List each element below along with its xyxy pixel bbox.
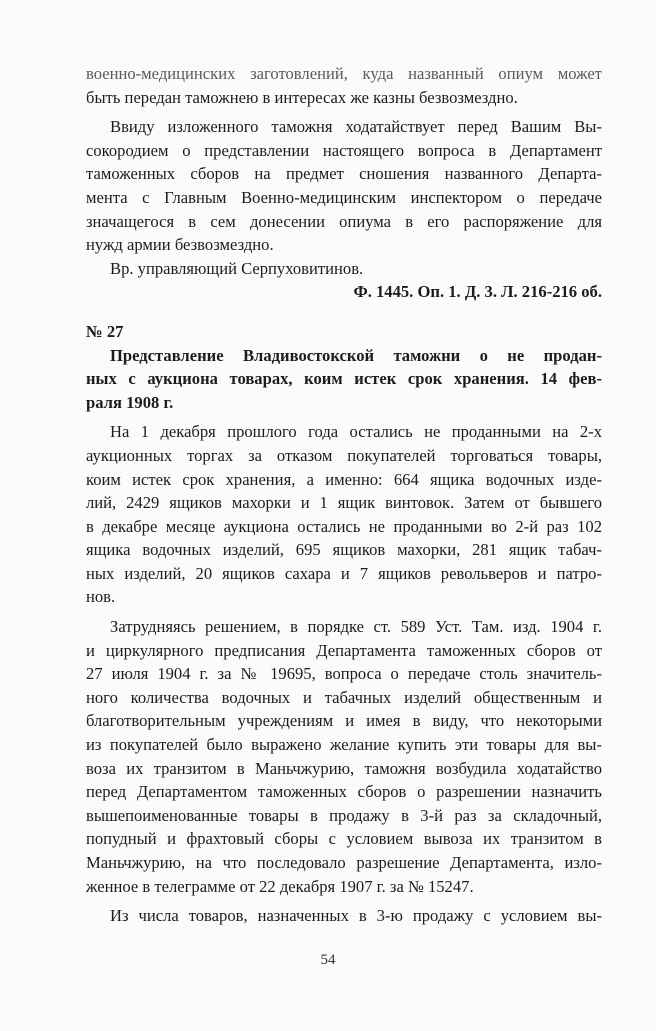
title-line: ных с аукциона товарах, коим истек срок хранения. 14 фев- <box>86 369 602 389</box>
text-line: ящика водочных изделий, 695 ящиков махорки, 281 ящик табач- <box>86 540 602 560</box>
text-line: 27 июля 1904 г. за № 19695, вопроса о передаче столь значитель- <box>86 664 602 684</box>
text-line: ного количества водочных и табачных изделий общественным и <box>86 687 602 707</box>
text-line: лий, 2429 ящиков махорки и 1 ящик винтовок. Затем от бывшего <box>86 493 602 513</box>
text-line: значащегося в сем донесении опиума в его распоряжение для <box>86 211 602 231</box>
text-line: быть передан таможнею в интересах же казны безвозмездно. <box>86 87 518 107</box>
text-line: Маньчжурию, на что последовало разрешение Департамента, изло- <box>86 853 602 872</box>
text-line: и циркулярного предписания Департамента таможенных сборов от <box>86 640 602 660</box>
text-line: мента с Главным Военно-медицинским инспектором о передаче <box>86 187 602 207</box>
page-content <box>86 62 602 928</box>
document-number: № 27 <box>86 321 124 341</box>
text-line: Из числа товаров, назначенных в 3-ю продажу с условием вы- <box>110 906 602 926</box>
page-number: 54 <box>320 952 336 968</box>
text-line: сокородием о представлении настоящего вопроса в Департамент <box>86 140 602 160</box>
paragraph-2 <box>86 615 602 898</box>
text-line: перед Департаментом таможенных сборов о разрешении назначить <box>86 782 602 802</box>
text-line: попудный и фрахтовый сборы с условием вывоза их транзитом в <box>86 829 602 849</box>
text-line: нов. <box>86 587 116 607</box>
document-title <box>86 344 602 415</box>
continuation-text <box>86 62 602 109</box>
text-line: коим истек срок хранения, а именно: 664 ящика водочных изде- <box>86 469 602 489</box>
archive-reference: Ф. 1445. Оп. 1. Д. 3. Л. 216-216 об. <box>353 282 602 302</box>
paragraph-1 <box>86 420 602 609</box>
text-line: таможенных сборов на предмет сношения названного Департа- <box>86 164 602 184</box>
text-line: благотворительным учреждениям и имея в виду, что некоторыми <box>86 711 602 731</box>
title-line: раля 1908 г. <box>86 392 174 412</box>
text-line: военно-медицинских заготовлений, куда названный опиум может <box>86 64 602 83</box>
text-line: нужд армии безвозмездно. <box>86 235 274 255</box>
text-line: воза их транзитом в Маньчжурию, таможня возбудила ходатайство <box>86 758 602 778</box>
text-line: в декабре месяце аукциона остались не проданными во 2-й раз 102 <box>86 516 602 536</box>
text-line: Затрудняясь решением, в порядке ст. 589 Уст. Там. изд. 1904 г. <box>110 617 602 637</box>
petition-paragraph <box>86 115 602 257</box>
text-line: аукционных торгах за отказом покупателей торговаться товары, <box>86 445 602 465</box>
text-line: вышепоименованные товары в продажу в 3-й раз за складочный, <box>86 805 602 825</box>
text-line: На 1 декабря прошлого года остались не проданными на 2-х <box>110 422 602 442</box>
text-line: из покупателей было выражено желание купить эти товары для вы- <box>86 735 602 755</box>
text-line: женное в телеграмме от 22 декабря 1907 г. за № 15247. <box>86 876 474 896</box>
text-line: ных изделий, 20 ящиков сахара и 7 ящиков револьверов и патро- <box>86 563 602 583</box>
signature-line: Вр. управляющий Серпуховитинов. <box>110 258 364 278</box>
title-line: Представление Владивостокской таможни о не продан- <box>110 345 602 365</box>
text-line: Ввиду изложенного таможня ходатайствует перед Вашим Вы- <box>110 117 602 137</box>
paragraph-3 <box>86 904 602 928</box>
